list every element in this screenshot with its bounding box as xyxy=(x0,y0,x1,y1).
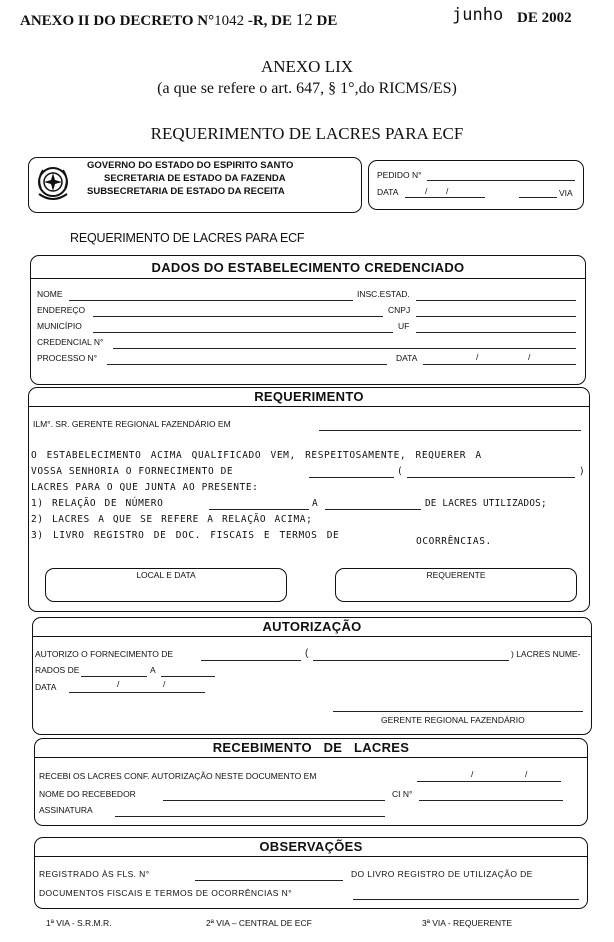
assinatura-label: ASSINATURA xyxy=(39,805,93,815)
numerados-a-underline xyxy=(161,676,215,677)
via-underline xyxy=(519,197,557,198)
req-item-1-a: A xyxy=(312,498,319,509)
pedido-number-field[interactable] xyxy=(429,169,574,180)
pedido-date-field[interactable] xyxy=(405,185,485,196)
annex-title: ANEXO LIX xyxy=(260,57,354,76)
ci-underline xyxy=(419,800,563,801)
recebedor-field[interactable] xyxy=(163,788,385,799)
ilmo-label: ILM°. SR. GERENTE REGIONAL FAZENDÁRIO EM xyxy=(33,419,231,429)
assinatura-underline xyxy=(115,816,385,817)
nome-underline xyxy=(69,300,353,301)
municipio-field[interactable] xyxy=(93,320,393,331)
extenso-underline xyxy=(407,477,575,478)
folhas-underline xyxy=(195,880,343,881)
gerente-label: GERENTE REGIONAL FAZENDÁRIO xyxy=(381,715,525,725)
numerados-de-field[interactable] xyxy=(81,664,147,675)
processo-label: PROCESSO N° xyxy=(37,353,98,363)
recebi-label: RECEBI OS LACRES CONF. AUTORIZAÇÃO NESTE DOCUMENTO EM xyxy=(39,771,317,781)
endereco-underline xyxy=(93,316,383,317)
annex-subtitle: (a que se refere o art. 647, § 1°,do RICMS/ES) xyxy=(157,80,457,97)
endereco-label: ENDEREÇO xyxy=(37,305,86,315)
observacoes-title: OBSERVAÇÕES xyxy=(259,839,363,854)
footer-via-3: 3ª VIA - REQUERENTE xyxy=(422,918,513,928)
lacre-inicial-underline xyxy=(209,509,309,510)
numerados-de-underline xyxy=(81,676,147,677)
gov-line-2: SECRETARIA DE ESTADO DA FAZENDA xyxy=(104,173,286,184)
recebi-date-slash-1: / xyxy=(471,769,474,779)
gerente-signature-line[interactable] xyxy=(333,711,583,712)
autorizo-open: ( xyxy=(305,648,309,659)
lacre-final-field[interactable] xyxy=(325,497,421,508)
pedido-date-underline xyxy=(405,197,485,198)
processo-date-slash-1: / xyxy=(476,352,479,362)
uf-label: UF xyxy=(398,321,410,331)
municipio-underline xyxy=(93,332,393,333)
req-item-1-end: DE LACRES UTILIZADOS; xyxy=(425,498,547,509)
endereco-field[interactable] xyxy=(93,304,383,315)
gerencia-underline xyxy=(319,430,581,431)
req-item-3-end: OCORRÊNCIAS. xyxy=(416,536,492,547)
gerencia-field[interactable] xyxy=(319,418,581,429)
ci-field[interactable] xyxy=(419,788,563,799)
livro-numero-field[interactable] xyxy=(353,887,579,898)
processo-date-slash-2: / xyxy=(528,352,531,362)
decree-year: DE 2002 xyxy=(517,10,572,26)
decree-de: DE xyxy=(316,13,338,29)
insc-label: INSC.ESTAD. xyxy=(357,289,410,299)
lacre-final-underline xyxy=(325,509,421,510)
quantidade-field[interactable] xyxy=(309,465,394,476)
credencial-field[interactable] xyxy=(113,336,576,347)
livro-registro-label: DO LIVRO REGISTRO DE UTILIZAÇÃO DE xyxy=(351,869,533,879)
decree-header xyxy=(20,10,337,30)
quantidade-extenso-field[interactable] xyxy=(407,465,575,476)
municipio-label: MUNICÍPIO xyxy=(37,321,82,331)
dados-section xyxy=(30,255,586,385)
dados-title-rule xyxy=(31,278,585,279)
processo-field[interactable] xyxy=(107,352,387,363)
processo-date-field[interactable] xyxy=(423,352,576,363)
autorizacao-date-slash-2: / xyxy=(163,679,166,689)
req-paragraph-2: VOSSA SENHORIA O FORNECIMENTO DE xyxy=(31,466,234,477)
autorizacao-date-field[interactable] xyxy=(69,680,205,691)
req-paragraph-1: O ESTABELECIMENTO ACIMA QUALIFICADO VEM, RESPEITOSAMENTE, REQUERER A xyxy=(31,450,482,461)
annex-heading: REQUERIMENTO DE LACRES PARA ECF xyxy=(150,124,464,143)
autorizacao-date-underline xyxy=(69,692,205,693)
lacre-inicial-field[interactable] xyxy=(209,497,309,508)
cnpj-field[interactable] xyxy=(416,304,576,315)
decree-mid: -R, DE xyxy=(247,13,293,29)
recebi-date-slash-2: / xyxy=(525,769,528,779)
decree-prefix: ANEXO II DO DECRETO N° xyxy=(20,13,215,29)
pedido-data-label: DATA xyxy=(377,187,399,197)
autorizacao-title: AUTORIZAÇÃO xyxy=(262,619,362,634)
gov-line-1: GOVERNO DO ESTADO DO ESPIRITO SANTO xyxy=(87,160,294,171)
government-box xyxy=(28,157,362,213)
gov-line-3: SUBSECRETARIA DE ESTADO DA RECEITA xyxy=(87,186,285,197)
quantidade-underline xyxy=(309,477,394,478)
recebimento-title: RECEBIMENTO DE LACRES xyxy=(212,740,410,755)
recebedor-label: NOME DO RECEBEDOR xyxy=(39,789,136,799)
processo-data-label: DATA xyxy=(396,353,418,363)
processo-underline xyxy=(107,364,387,365)
extenso-close: ) xyxy=(579,466,586,477)
via-label: VIA xyxy=(559,188,573,198)
requerente-label: REQUERENTE xyxy=(426,570,486,580)
req-item-3: 3) LIVRO REGISTRO DE DOC. FISCAIS E TERMOS DE xyxy=(31,530,340,541)
autorizacao-data-label: DATA xyxy=(35,682,57,692)
pedido-underline xyxy=(427,180,575,181)
folhas-field[interactable] xyxy=(195,868,343,879)
pedido-label: PEDIDO N° xyxy=(377,170,422,180)
uf-underline xyxy=(416,332,576,333)
uf-field[interactable] xyxy=(416,320,576,331)
footer-via-2: 2ª VIA – CENTRAL DE ECF xyxy=(206,918,312,928)
recebi-date-field[interactable] xyxy=(417,769,561,780)
nome-field[interactable] xyxy=(69,288,353,299)
req-paragraph-3: LACRES PARA O QUE JUNTA AO PRESENTE: xyxy=(31,482,259,493)
autorizo-qtd-field[interactable] xyxy=(201,648,301,659)
pedido-date-slash-2: / xyxy=(446,186,449,196)
pedido-date-slash-1: / xyxy=(425,186,428,196)
pedido-box xyxy=(368,160,584,210)
nome-label: NOME xyxy=(37,289,63,299)
recebi-date-underline xyxy=(417,781,561,782)
numerados-a-field[interactable] xyxy=(161,664,215,675)
autorizo-end: ) LACRES NUME- xyxy=(511,649,581,659)
recebimento-title-rule xyxy=(35,757,587,758)
recebimento-section xyxy=(34,738,588,826)
coat-of-arms-icon xyxy=(35,164,71,204)
autorizo-label: AUTORIZO O FORNECIMENTO DE xyxy=(35,649,174,659)
local-data-box[interactable] xyxy=(45,568,287,602)
autorizo-extenso-underline xyxy=(313,660,509,661)
autorizacao-section xyxy=(32,617,592,735)
decree-day: 12 xyxy=(295,10,313,29)
processo-date-underline xyxy=(423,364,576,365)
autorizo-qtd-underline xyxy=(201,660,301,661)
autorizacao-title-rule xyxy=(33,636,591,637)
insc-underline xyxy=(416,300,576,301)
numerados-a-label: A xyxy=(150,665,156,675)
recebedor-underline xyxy=(163,800,385,801)
observacoes-title-rule xyxy=(35,856,587,857)
local-data-label: LOCAL E DATA xyxy=(136,570,196,580)
ci-label: CI N° xyxy=(392,789,413,799)
dados-title: DADOS DO ESTABELECIMENTO CREDENCIADO xyxy=(151,260,465,275)
autorizacao-date-slash-1: / xyxy=(117,679,120,689)
footer-via-1: 1ª VIA - S.R.M.R. xyxy=(46,918,112,928)
decree-month: junho xyxy=(452,5,504,25)
via-field[interactable] xyxy=(519,185,557,196)
insc-field[interactable] xyxy=(416,288,576,299)
cnpj-underline xyxy=(416,316,576,317)
credencial-label: CREDENCIAL N° xyxy=(37,337,104,347)
requerimento-section xyxy=(28,387,590,612)
decree-number: 1042 xyxy=(214,13,245,29)
requerente-box[interactable] xyxy=(335,568,577,602)
requerimento-title: REQUERIMENTO xyxy=(254,389,364,404)
req-item-2: 2) LACRES A QUE SE REFERE A RELAÇÃO ACIMA; xyxy=(31,514,313,525)
assinatura-field[interactable] xyxy=(115,804,385,815)
cnpj-label: CNPJ xyxy=(388,305,411,315)
form-title: REQUERIMENTO DE LACRES PARA ECF xyxy=(70,231,305,245)
documentos-fiscais-label: DOCUMENTOS FISCAIS E TERMOS DE OCORRÊNCIAS N° xyxy=(39,888,292,898)
numerados-label: RADOS DE xyxy=(35,665,80,675)
observacoes-section xyxy=(34,837,588,909)
livro-numero-underline xyxy=(353,899,579,900)
credencial-underline xyxy=(113,348,576,349)
requerimento-title-rule xyxy=(29,406,589,407)
autorizo-extenso-field[interactable] xyxy=(313,648,509,659)
registrado-label: REGISTRADO ÀS FLS. N° xyxy=(39,869,150,879)
req-item-1: 1) RELAÇÃO DE NÚMERO xyxy=(31,498,164,509)
extenso-open: ( xyxy=(397,466,404,477)
